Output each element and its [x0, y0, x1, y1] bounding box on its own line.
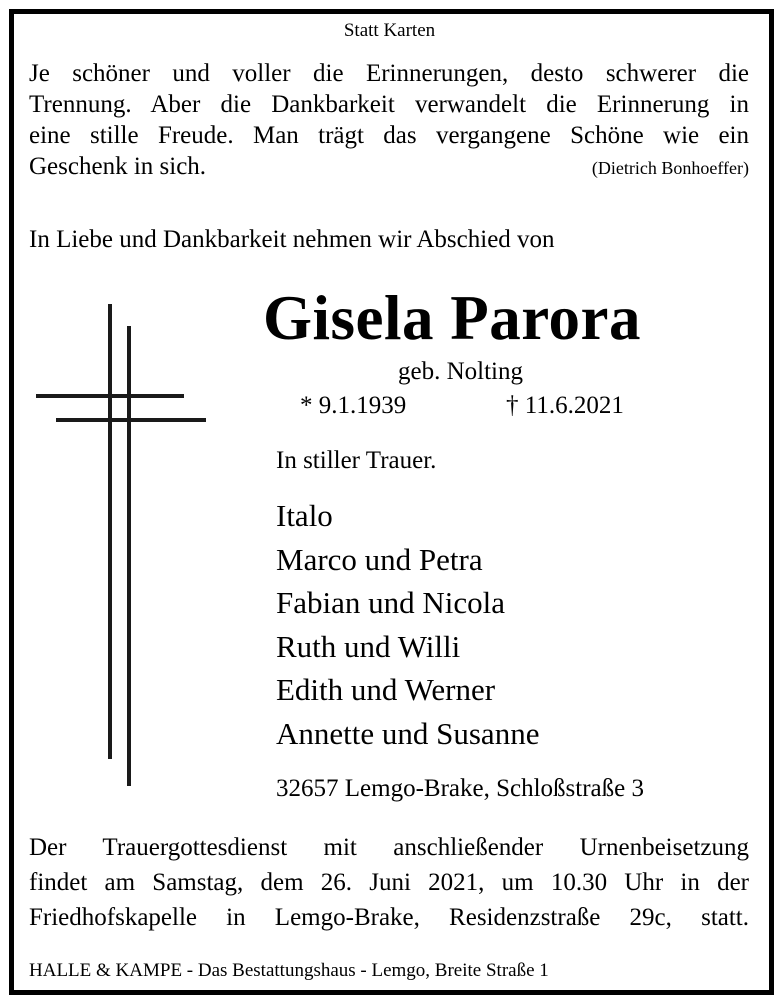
funeral-home-footer: HALLE & KAMPE - Das Bestattungshaus - Lemgo, Breite Straße 1 [29, 960, 549, 981]
family-member: Italo [276, 498, 333, 533]
quote-line: eine stille Freude. Man trägt das vergangene Schöne wie ein [29, 122, 749, 149]
birth-date: * 9.1.1939 [300, 392, 407, 419]
cross-horizontal-bar [56, 418, 206, 422]
death-date: † 11.6.2021 [506, 392, 624, 419]
quote-line: Je schöner und voller die Erinnerungen, desto schwerer die [29, 60, 749, 87]
deceased-name: Gisela Parora [263, 283, 642, 353]
quote-line: Trennung. Aber die Dankbarkeit verwandelt die Erinnerung in [29, 91, 749, 118]
cross-vertical-bar [108, 304, 112, 759]
quote-line: Geschenk in sich. [29, 153, 207, 180]
mourning-text: In stiller Trauer. [276, 447, 437, 474]
cross-horizontal-bar [36, 394, 184, 398]
service-line: Der Trauergottesdienst mit anschließender Urnenbeisetzung [29, 834, 749, 861]
quote-author: (Dietrich Bonhoeffer) [591, 158, 749, 178]
family-member: Marco und Petra [276, 541, 483, 577]
born-name: geb. Nolting [398, 358, 523, 385]
family-member: Annette und Susanne [276, 715, 540, 751]
family-list [276, 494, 539, 755]
service-line: findet am Samstag, dem 26. Juni 2021, um 10.30 Uhr in der [29, 869, 749, 896]
family-member: Fabian und Nicola [276, 585, 506, 620]
double-cross-icon [30, 300, 210, 790]
address: 32657 Lemgo-Brake, Schloßstraße 3 [276, 775, 644, 802]
family-member: Edith und Werner [276, 672, 496, 707]
quote-last-line [29, 151, 749, 184]
header-statt-karten: Statt Karten [343, 20, 436, 41]
intro-text: In Liebe und Dankbarkeit nehmen wir Abschied von [29, 226, 555, 253]
service-info [29, 830, 749, 935]
service-line: Friedhofskapelle in Lemgo-Brake, Residenzstraße 29c, statt. [29, 904, 749, 931]
family-member: Ruth und Willi [276, 628, 461, 664]
quote-block [29, 58, 749, 184]
